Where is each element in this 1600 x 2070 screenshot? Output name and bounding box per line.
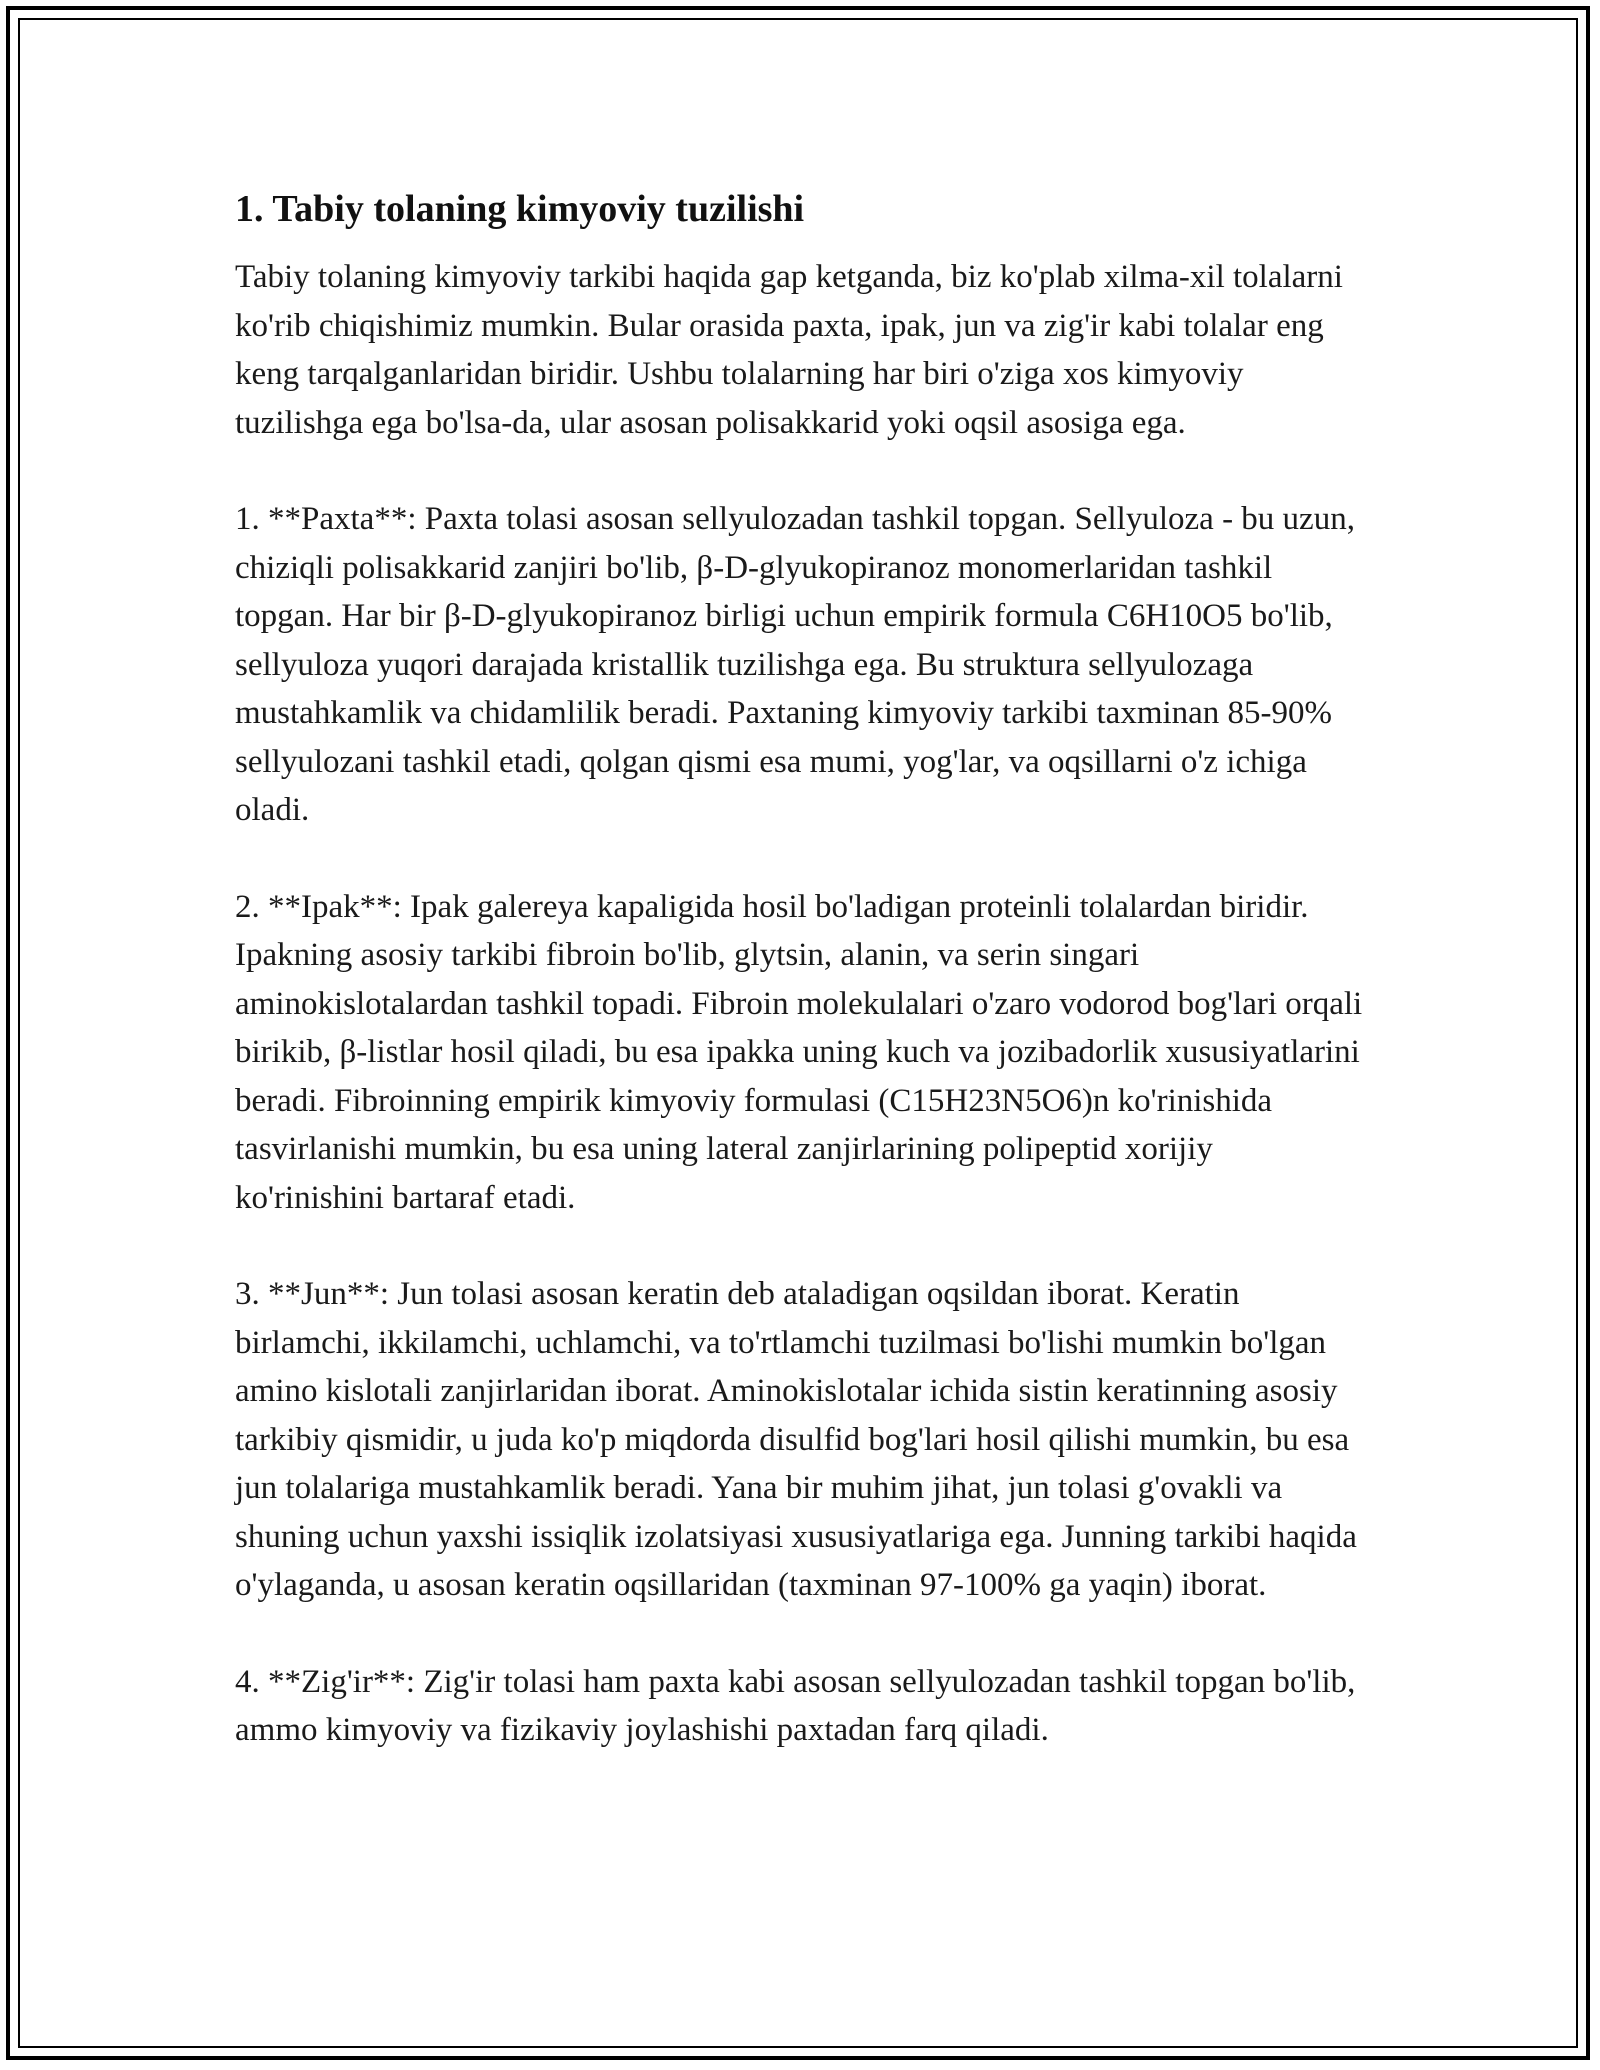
section-heading: 1. Tabiy tolaning kimyoviy tuzilishi xyxy=(235,188,805,230)
jun-paragraph: 3. **Jun**: Jun tolasi asosan keratin deb ataladigan oqsildan iborat. Keratin birlamchi, ikkilamchi, uchlamchi, va to'rtlamchi tuzilmasi bo'lishi mumkin bo'lgan amino kislotali zanjirlaridan iborat. Aminokislotalar ichida sistin keratinning asosiy tarkibiy qismidir, u juda ko'p miqdorda disulfid bog'lari hosil qilishi mumkin, bu esa jun tolalariga mustahkamlik beradi. Yana bir muhim jihat, jun tolasi g'ovakli va shuning uchun yaxshi issiqlik izolatsiyasi xususiyatlariga ega. Junning tarkibi haqida o'ylaganda, u asosan keratin oqsillaridan (taxminan 97-100% ga yaqin) iborat. xyxy=(235,1276,1357,1603)
paxta-paragraph: 1. **Paxta**: Paxta tolasi asosan sellyulozadan tashkil topgan. Sellyuloza - bu uzun, chiziqli polisakkarid zanjiri bo'lib, β-D-glyukopiranoz monomerlaridan tashkil topgan. Har bir β-D-glyukopiranoz birligi uchun empirik formula C6H10O5 bo'lib, sellyuloza yuqori darajada kristallik tuzilishga ega. Bu struktura sellyulozaga mustahkamlik va chidamlilik beradi. Paxtaning kimyoviy tarkibi taxminan 85-90% sellyulozani tashkil etadi, qolgan qismi esa mumi, yog'lar, va oqsillarni o'z ichiga oladi. xyxy=(235,501,1355,828)
zigir-paragraph: 4. **Zig'ir**: Zig'ir tolasi ham paxta kabi asosan sellyulozadan tashkil topgan bo'lib, ammo kimyoviy va fizikaviy joylashishi paxtadan farq qiladi. xyxy=(235,1663,1356,1748)
document-body xyxy=(235,185,1365,1803)
ipak-paragraph: 2. **Ipak**: Ipak galereya kapaligida hosil bo'ladigan proteinli tolalardan biridir. Ipakning asosiy tarkibi fibroin bo'lib, glytsin, alanin, va serin singari aminokislotalardan tashkil topadi. Fibroin molekulalari o'zaro vodorod bog'lari orqali birikib, β-listlar hosil qiladi, bu esa ipakka uning kuch va jozibadorlik xususiyatlarini beradi. Fibroinning empirik kimyoviy formulasi (C15H23N5O6)n ko'rinishida tasvirlanishi mumkin, bu esa uning lateral zanjirlarining polipeptid xorijiy ko'rinishini bartaraf etadi. xyxy=(235,888,1363,1216)
intro-paragraph: Tabiy tolaning kimyoviy tarkibi haqida gap ketganda, biz ko'plab xilma-xil tolalarni ko'rib chiqishimiz mumkin. Bular orasida paxta, ipak, jun va zig'ir kabi tolalar eng keng tarqalganlaridan biridir. Ushbu tolalarning har biri o'ziga xos kimyoviy tuzilishga ega bo'lsa-da, ular asosan polisakkarid yoki oqsil asosiga ega. xyxy=(235,259,1343,441)
